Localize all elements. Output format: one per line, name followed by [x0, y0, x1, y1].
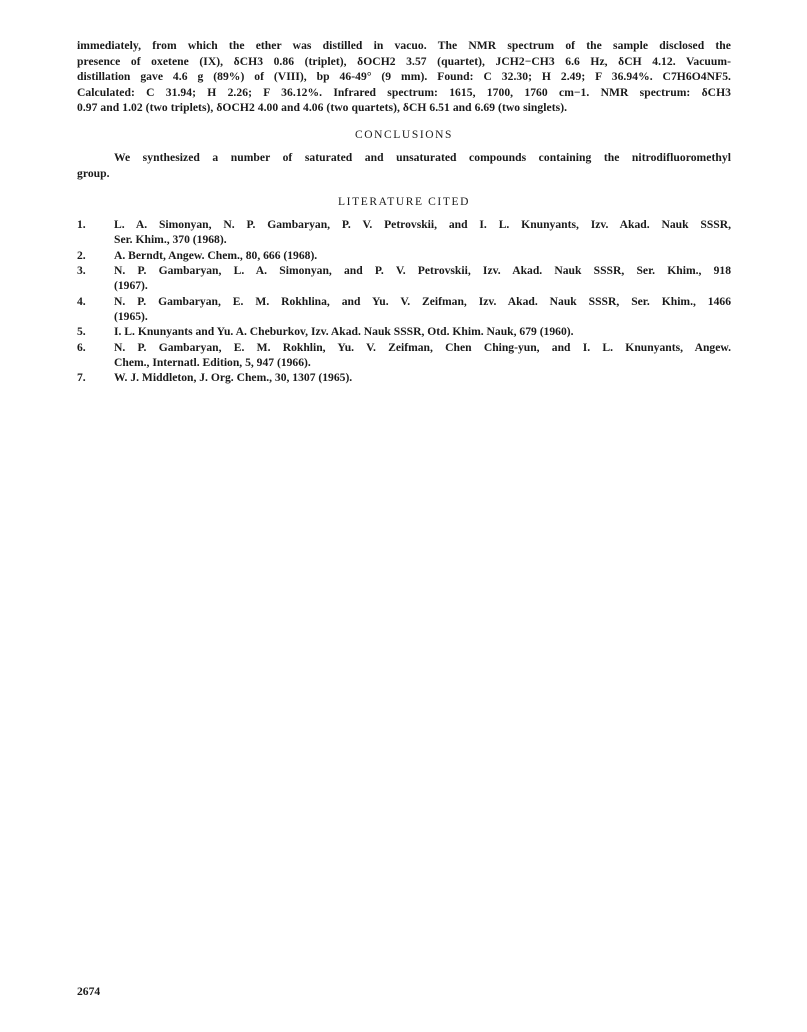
reference-item [77, 263, 731, 294]
page-content [77, 38, 731, 385]
reference-line: A. Berndt, Angew. Chem., 80, 666 (1968). [114, 248, 318, 262]
reference-text [114, 248, 731, 263]
reference-number: 5. [77, 325, 86, 339]
literature-heading: LITERATURE CITED [338, 196, 470, 209]
reference-number: 3. [77, 264, 86, 278]
reference-item [77, 324, 731, 339]
reference-line: N. P. Gambaryan, E. M. Rokhlin, Yu. V. Zeifman, Chen Ching-yun, and I. L. Knunyants, Angew. [114, 340, 731, 354]
body-paragraph [77, 38, 731, 116]
reference-line: I. L. Knunyants and Yu. A. Cheburkov, Izv. Akad. Nauk SSSR, Otd. Khim. Nauk, 679 (1960). [114, 325, 574, 339]
reference-item [77, 294, 731, 325]
conclusions-heading: CONCLUSIONS [354, 128, 454, 141]
reference-text [114, 217, 731, 248]
body-line: presence of oxetene (IX), δCH3 0.86 (triplet), δOCH2 3.57 (quartet), JCH2−CH3 6.6 Hz, δCH 4.12. Vacuum- [77, 54, 731, 68]
page-number: 2674 [77, 985, 101, 998]
reference-line: N. P. Gambaryan, E. M. Rokhlina, and Yu. V. Zeifman, Izv. Akad. Nauk SSSR, Ser. Khim., 1466 [114, 294, 731, 308]
conclusions-paragraph [77, 150, 731, 181]
reference-text [114, 370, 731, 385]
conclusions-line: group. [77, 166, 110, 180]
reference-line: Ser. Khim., 370 (1968). [114, 233, 227, 247]
reference-item [77, 217, 731, 248]
conclusions-line: We synthesized a number of saturated and unsaturated compounds containing the nitrodifluoromethyl [114, 150, 731, 164]
reference-line: Chem., Internatl. Edition, 5, 947 (1966). [114, 355, 311, 369]
reference-number: 6. [77, 340, 86, 354]
reference-list [77, 217, 731, 385]
reference-item [77, 248, 731, 263]
reference-item [77, 340, 731, 371]
reference-line: N. P. Gambaryan, L. A. Simonyan, and P. V. Petrovskii, Izv. Akad. Nauk SSSR, Ser. Khim., 918 [114, 264, 731, 278]
body-line: distillation gave 4.6 g (89%) of (VIII), bp 46-49° (9 mm). Found: C 32.30; H 2.49; F 36.94%. C7H6O4NF5. [77, 70, 731, 84]
body-line: Calculated: C 31.94; H 2.26; F 36.12%. Infrared spectrum: 1615, 1700, 1760 cm−1. NMR spectrum: δCH3 [77, 85, 731, 99]
reference-number: 4. [77, 294, 86, 308]
reference-number: 1. [77, 218, 86, 232]
reference-number: 7. [77, 371, 86, 385]
reference-text [114, 324, 731, 339]
reference-text [114, 263, 731, 294]
reference-line: W. J. Middleton, J. Org. Chem., 30, 1307 (1965). [114, 371, 353, 385]
body-line: immediately, from which the ether was distilled in vacuo. The NMR spectrum of the sample disclosed the [77, 39, 731, 52]
reference-line: (1967). [114, 279, 148, 293]
reference-line: L. A. Simonyan, N. P. Gambaryan, P. V. Petrovskii, and I. L. Knunyants, Izv. Akad. Nauk SSSR, [114, 218, 731, 232]
reference-text [114, 294, 731, 325]
reference-item [77, 370, 731, 385]
body-line: 0.97 and 1.02 (two triplets), δOCH2 4.00 and 4.06 (two quartets), δCH 6.51 and 6.69 (two singlets). [77, 101, 568, 115]
reference-number: 2. [77, 248, 86, 262]
reference-line: (1965). [114, 309, 148, 323]
reference-text [114, 340, 731, 371]
